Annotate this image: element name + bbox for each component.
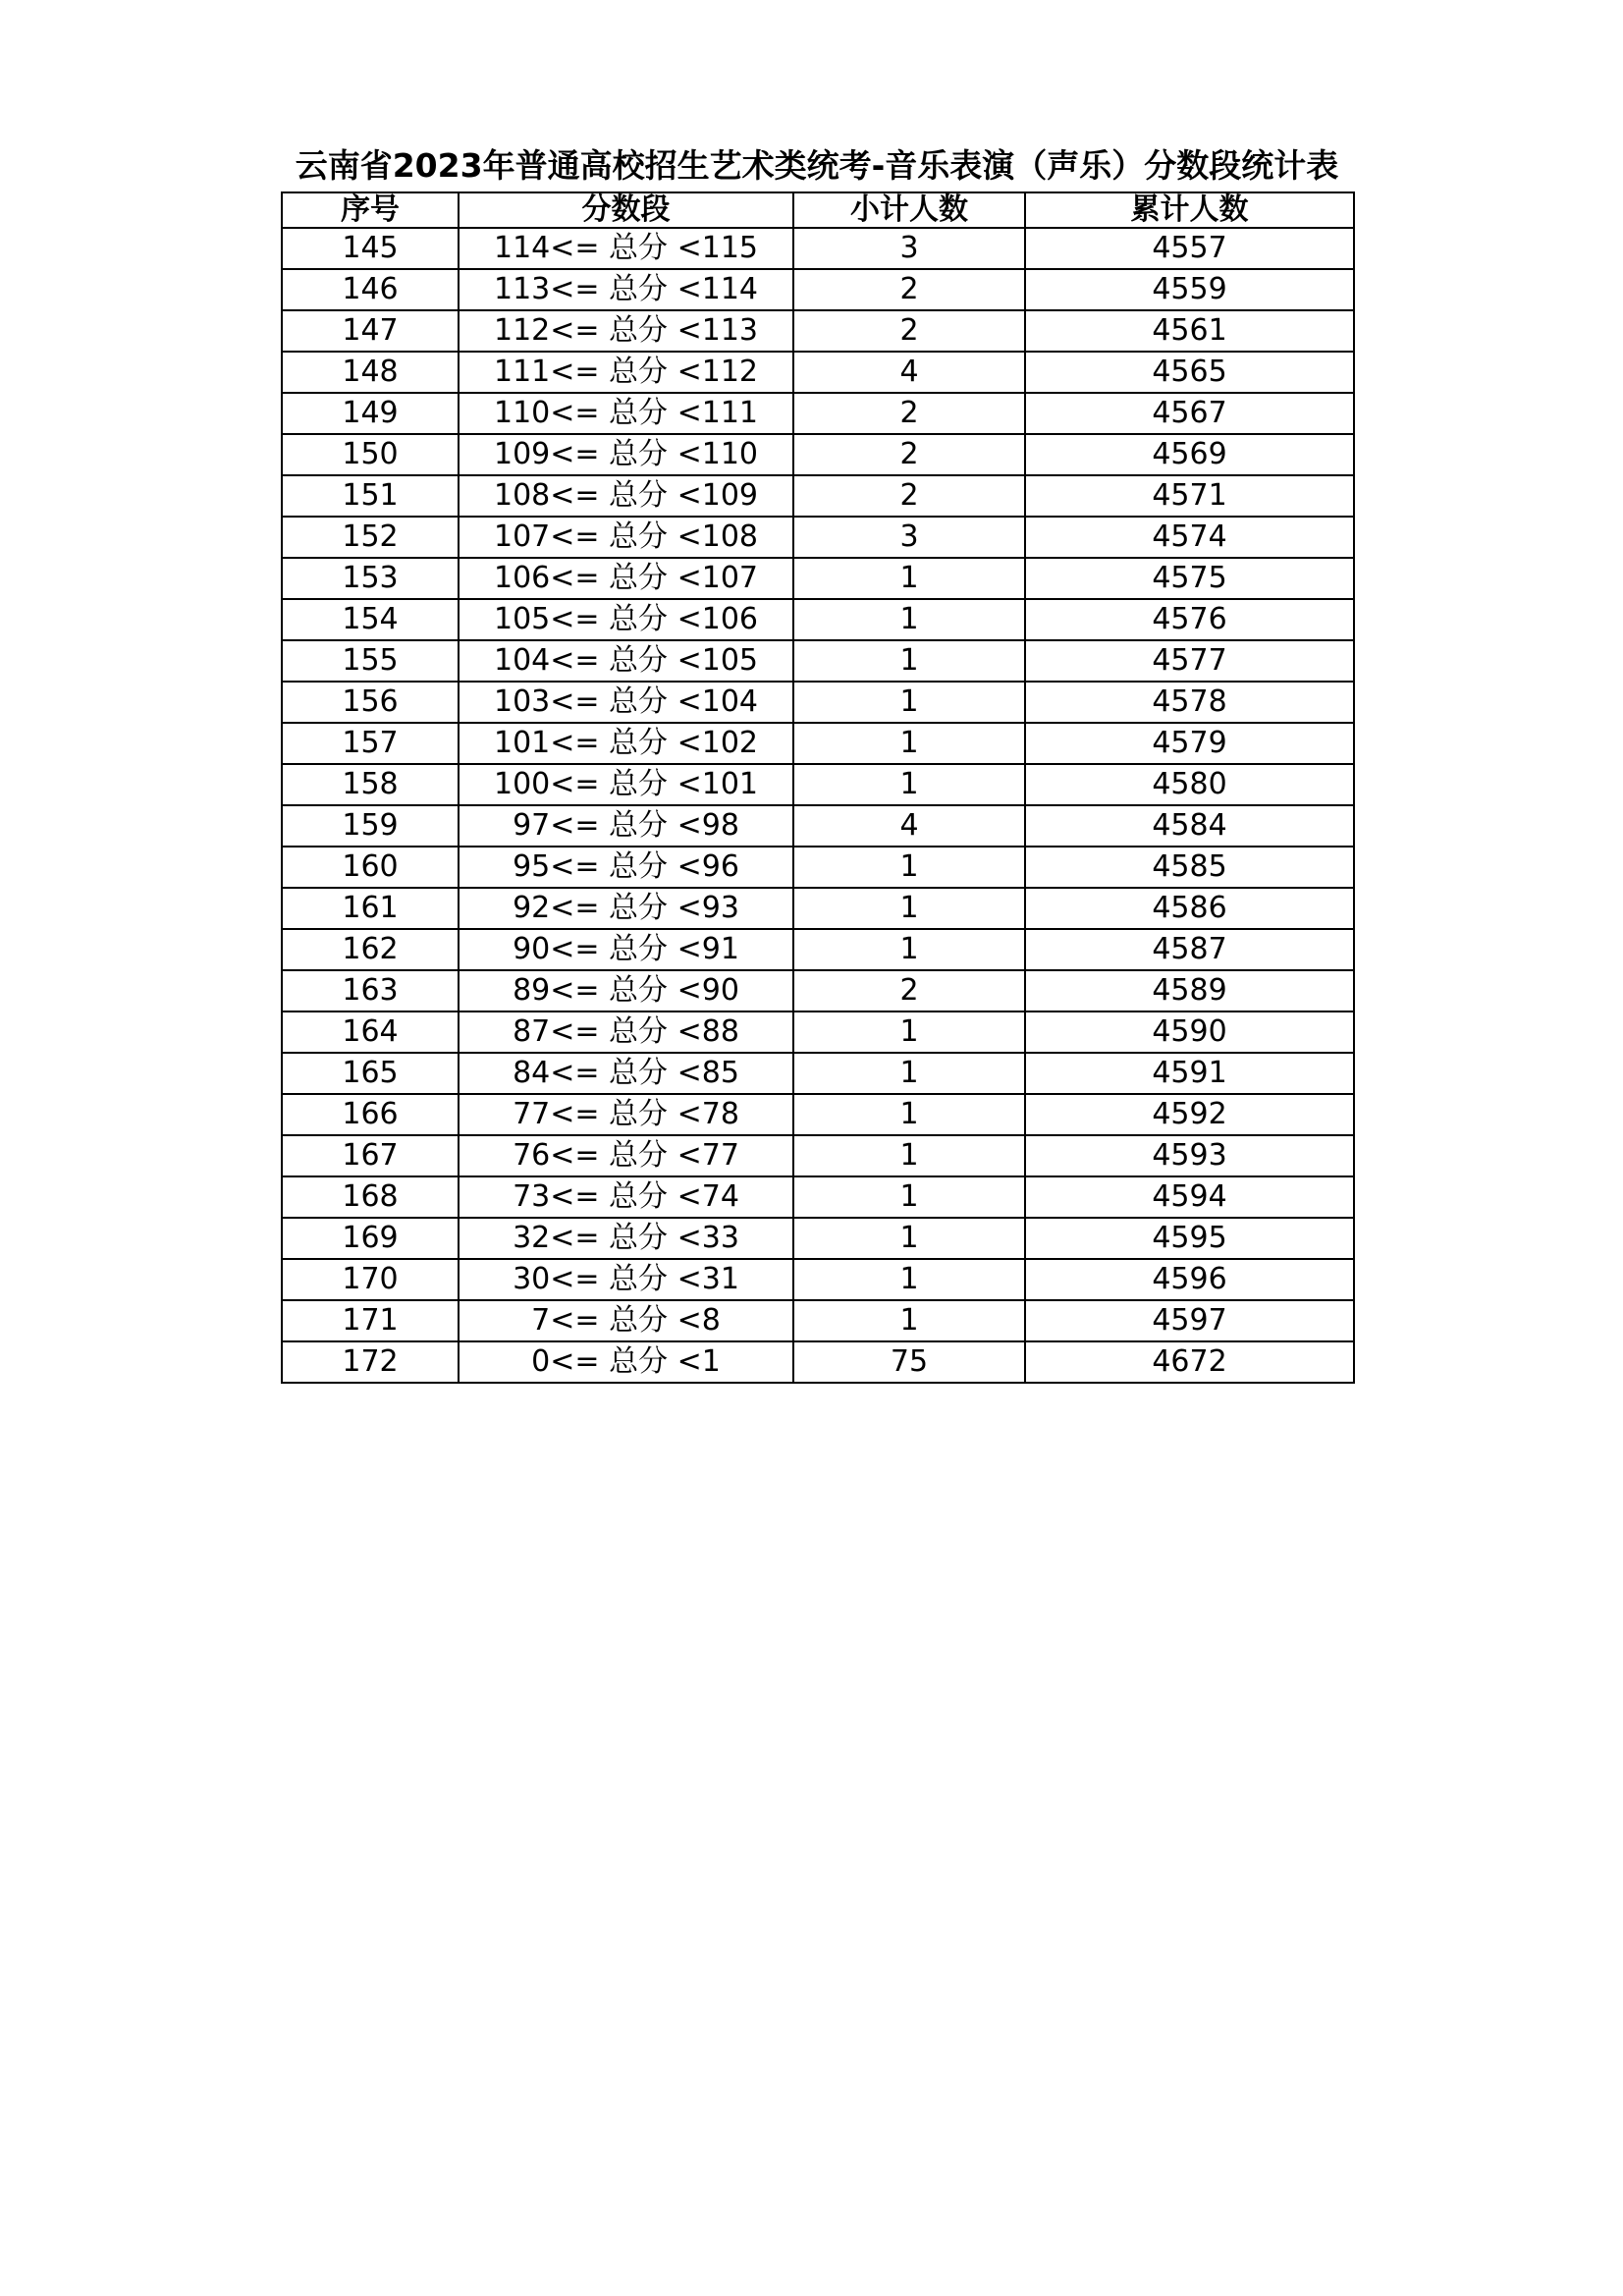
cell-score-range: 73<= 总分 <74 [459,1176,793,1218]
cell-serial-number: 149 [282,393,459,434]
table-row [282,269,1354,310]
cell-score-range: 101<= 总分 <102 [459,723,793,764]
cell-score-range: 89<= 总分 <90 [459,970,793,1011]
cell-score-range: 108<= 总分 <109 [459,475,793,517]
cell-cumulative-count: 4594 [1025,1176,1354,1218]
table-row [282,228,1354,269]
table-row [282,723,1354,764]
cell-subtotal-count: 1 [793,888,1025,929]
cell-serial-number: 166 [282,1094,459,1135]
cell-cumulative-count: 4584 [1025,805,1354,847]
cell-serial-number: 148 [282,352,459,393]
cell-serial-number: 154 [282,599,459,640]
cell-cumulative-count: 4557 [1025,228,1354,269]
cell-cumulative-count: 4575 [1025,558,1354,599]
cell-subtotal-count: 2 [793,393,1025,434]
cell-serial-number: 159 [282,805,459,847]
cell-serial-number: 168 [282,1176,459,1218]
cell-cumulative-count: 4574 [1025,517,1354,558]
cell-score-range: 77<= 总分 <78 [459,1094,793,1135]
table-row [282,682,1354,723]
cell-cumulative-count: 4571 [1025,475,1354,517]
cell-cumulative-count: 4589 [1025,970,1354,1011]
cell-serial-number: 165 [282,1053,459,1094]
cell-score-range: 30<= 总分 <31 [459,1259,793,1300]
cell-serial-number: 153 [282,558,459,599]
cell-serial-number: 172 [282,1341,459,1383]
cell-serial-number: 162 [282,929,459,970]
cell-cumulative-count: 4591 [1025,1053,1354,1094]
cell-serial-number: 157 [282,723,459,764]
cell-score-range: 90<= 总分 <91 [459,929,793,970]
score-distribution-table [281,191,1355,1384]
cell-score-range: 92<= 总分 <93 [459,888,793,929]
cell-subtotal-count: 1 [793,1259,1025,1300]
table-row [282,929,1354,970]
table-row [282,970,1354,1011]
cell-score-range: 113<= 总分 <114 [459,269,793,310]
cell-subtotal-count: 1 [793,1011,1025,1053]
cell-score-range: 109<= 总分 <110 [459,434,793,475]
table-row [282,475,1354,517]
cell-serial-number: 152 [282,517,459,558]
cell-score-range: 106<= 总分 <107 [459,558,793,599]
cell-score-range: 76<= 总分 <77 [459,1135,793,1176]
table-row [282,805,1354,847]
cell-score-range: 111<= 总分 <112 [459,352,793,393]
cell-subtotal-count: 1 [793,640,1025,682]
table-row [282,1259,1354,1300]
cell-subtotal-count: 1 [793,847,1025,888]
table-row [282,888,1354,929]
cell-cumulative-count: 4565 [1025,352,1354,393]
cell-serial-number: 156 [282,682,459,723]
cell-score-range: 110<= 总分 <111 [459,393,793,434]
header-row [282,192,1354,228]
cell-cumulative-count: 4672 [1025,1341,1354,1383]
cell-cumulative-count: 4596 [1025,1259,1354,1300]
cell-subtotal-count: 75 [793,1341,1025,1383]
cell-serial-number: 150 [282,434,459,475]
cell-subtotal-count: 1 [793,599,1025,640]
cell-cumulative-count: 4559 [1025,269,1354,310]
cell-subtotal-count: 4 [793,805,1025,847]
cell-subtotal-count: 2 [793,434,1025,475]
cell-score-range: 0<= 总分 <1 [459,1341,793,1383]
cell-score-range: 114<= 总分 <115 [459,228,793,269]
cell-score-range: 95<= 总分 <96 [459,847,793,888]
cell-subtotal-count: 1 [793,764,1025,805]
cell-score-range: 107<= 总分 <108 [459,517,793,558]
cell-cumulative-count: 4593 [1025,1135,1354,1176]
cell-cumulative-count: 4586 [1025,888,1354,929]
cell-cumulative-count: 4597 [1025,1300,1354,1341]
cell-score-range: 32<= 总分 <33 [459,1218,793,1259]
cell-serial-number: 151 [282,475,459,517]
cell-cumulative-count: 4595 [1025,1218,1354,1259]
cell-subtotal-count: 2 [793,310,1025,352]
cell-cumulative-count: 4579 [1025,723,1354,764]
cell-serial-number: 147 [282,310,459,352]
table-row [282,352,1354,393]
cell-score-range: 104<= 总分 <105 [459,640,793,682]
table-row [282,558,1354,599]
cell-subtotal-count: 1 [793,1218,1025,1259]
cell-serial-number: 169 [282,1218,459,1259]
table-body [282,228,1354,1383]
cell-cumulative-count: 4587 [1025,929,1354,970]
cell-subtotal-count: 1 [793,682,1025,723]
cell-subtotal-count: 1 [793,929,1025,970]
cell-cumulative-count: 4580 [1025,764,1354,805]
cell-serial-number: 171 [282,1300,459,1341]
cell-score-range: 103<= 总分 <104 [459,682,793,723]
table-row [282,393,1354,434]
cell-cumulative-count: 4578 [1025,682,1354,723]
cell-cumulative-count: 4561 [1025,310,1354,352]
cell-serial-number: 155 [282,640,459,682]
table-row [282,310,1354,352]
header-serial-number: 序号 [282,192,459,228]
cell-subtotal-count: 1 [793,1094,1025,1135]
cell-cumulative-count: 4577 [1025,640,1354,682]
cell-cumulative-count: 4590 [1025,1011,1354,1053]
cell-subtotal-count: 1 [793,1300,1025,1341]
cell-serial-number: 170 [282,1259,459,1300]
table-row [282,1341,1354,1383]
cell-score-range: 87<= 总分 <88 [459,1011,793,1053]
table-row [282,434,1354,475]
table-header [282,192,1354,228]
cell-score-range: 84<= 总分 <85 [459,1053,793,1094]
cell-serial-number: 161 [282,888,459,929]
table-row [282,517,1354,558]
cell-serial-number: 167 [282,1135,459,1176]
header-subtotal-count: 小计人数 [793,192,1025,228]
table-row [282,599,1354,640]
cell-serial-number: 164 [282,1011,459,1053]
cell-subtotal-count: 3 [793,228,1025,269]
table-row [282,1135,1354,1176]
cell-serial-number: 163 [282,970,459,1011]
cell-subtotal-count: 2 [793,970,1025,1011]
cell-score-range: 7<= 总分 <8 [459,1300,793,1341]
cell-cumulative-count: 4576 [1025,599,1354,640]
cell-serial-number: 160 [282,847,459,888]
table-row [282,1011,1354,1053]
cell-score-range: 105<= 总分 <106 [459,599,793,640]
header-score-range: 分数段 [459,192,793,228]
cell-subtotal-count: 1 [793,1176,1025,1218]
cell-cumulative-count: 4585 [1025,847,1354,888]
cell-serial-number: 158 [282,764,459,805]
header-cumulative-count: 累计人数 [1025,192,1354,228]
table-row [282,1218,1354,1259]
cell-serial-number: 146 [282,269,459,310]
cell-subtotal-count: 4 [793,352,1025,393]
table-row [282,847,1354,888]
cell-subtotal-count: 3 [793,517,1025,558]
table-row [282,764,1354,805]
cell-serial-number: 145 [282,228,459,269]
cell-subtotal-count: 2 [793,269,1025,310]
cell-cumulative-count: 4592 [1025,1094,1354,1135]
table-row [282,1300,1354,1341]
table-row [282,1176,1354,1218]
cell-score-range: 112<= 总分 <113 [459,310,793,352]
cell-subtotal-count: 1 [793,1053,1025,1094]
cell-cumulative-count: 4569 [1025,434,1354,475]
cell-subtotal-count: 1 [793,558,1025,599]
cell-score-range: 100<= 总分 <101 [459,764,793,805]
cell-cumulative-count: 4567 [1025,393,1354,434]
table-row [282,640,1354,682]
cell-subtotal-count: 1 [793,1135,1025,1176]
cell-subtotal-count: 1 [793,723,1025,764]
cell-subtotal-count: 2 [793,475,1025,517]
cell-score-range: 97<= 总分 <98 [459,805,793,847]
table-row [282,1053,1354,1094]
page-title: 云南省2023年普通高校招生艺术类统考-音乐表演（声乐）分数段统计表 [295,146,1339,185]
table-row [282,1094,1354,1135]
